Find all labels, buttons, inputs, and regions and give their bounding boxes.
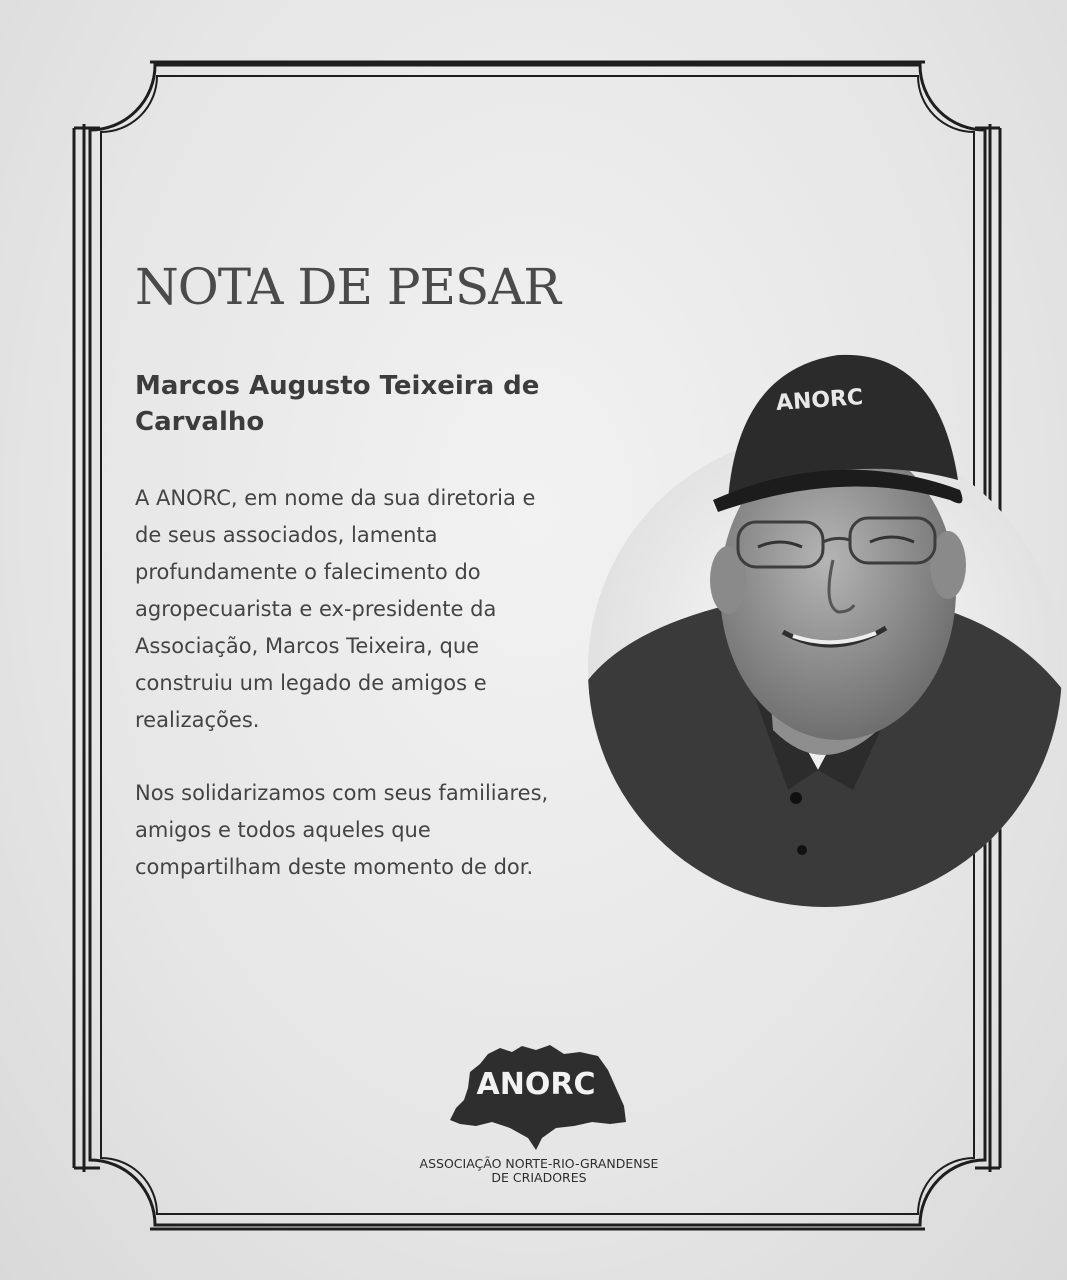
condolence-paragraph-2: Nos solidarizamos com seus familiares, amigos e todos aqueles que compartilham deste momento de dor. [135,781,549,879]
portrait-photo [588,350,1063,910]
page-title: NOTA DE PESAR [135,258,560,316]
condolence-paragraph-1: A ANORC, em nome da sua diretoria e de seus associados, lamenta profundamente o falecimento do agropecuarista e ex-presidente da Associação, Marcos Teixeira, que construiu um legado de amigos e realizações. [135,486,536,732]
logo-caption-line-1: ASSOCIAÇÃO NORTE-RIO-GRANDENSE [419,1156,659,1171]
cap-logo-text: ANORC [775,385,864,417]
deceased-name: Marcos Augusto Teixeira de Carvalho [135,371,540,437]
frame-left-bar [74,124,84,1172]
logo-caption-line-2: DE CRIADORES [491,1170,587,1185]
logo-caption [380,1157,698,1185]
shirt-button [790,792,802,804]
logo-mark-text: ANORC [476,1067,596,1102]
anorc-logo [440,1042,632,1152]
